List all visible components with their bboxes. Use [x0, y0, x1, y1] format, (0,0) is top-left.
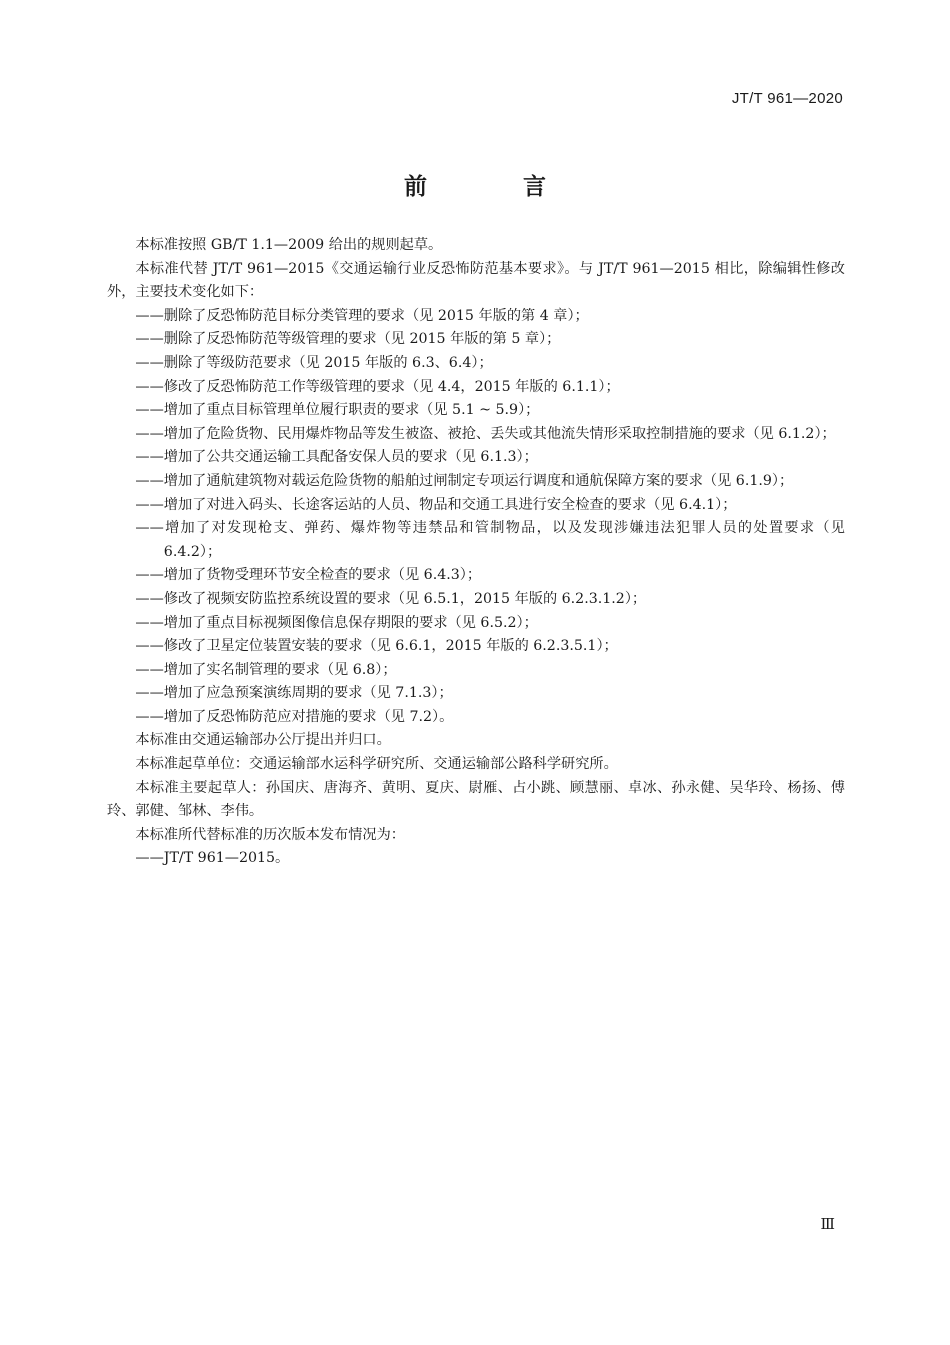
change-item: ——增加了重点目标管理单位履行职责的要求（见 5.1 ~ 5.9）；	[135, 402, 540, 419]
change-item: ——修改了视频安防监控系统设置的要求（见 6.5.1，2015 年版的 6.2.3.1.2）；	[135, 590, 647, 607]
change-item: ——增加了反恐怖防范应对措施的要求（见 7.2）。	[135, 708, 454, 725]
change-item: ——增加了公共交通运输工具配备安保人员的要求（见 6.1.3）；	[135, 449, 538, 466]
change-item: ——增加了对进入码头、长途客运站的人员、物品和交通工具进行安全检查的要求（见 6.4.1）；	[135, 496, 737, 513]
change-item: ——删除了等级防范要求（见 2015 年版的 6.3、6.4）；	[135, 354, 493, 371]
history-item: ——JT/T 961—2015。	[135, 850, 290, 867]
change-item: ——增加了应急预案演练周期的要求（见 7.1.3）；	[135, 685, 453, 702]
change-item: ——增加了重点目标视频图像信息保存期限的要求（见 6.5.2）；	[135, 614, 538, 631]
standard-code: JT/T 961—2020	[731, 90, 843, 107]
change-item: ——增加了通航建筑物对载运危险货物的船舶过闸制定专项运行调度和通航保障方案的要求（见 6.1.9）；	[135, 472, 794, 489]
change-item: ——增加了对发现枪支、弹药、爆炸物等违禁品和管制物品，以及发现涉嫌违法犯罪人员的处置要求（见 6.4.2）；	[135, 520, 845, 560]
change-item: ——增加了货物受理环节安全检查的要求（见 6.4.3）；	[135, 567, 482, 584]
change-item: ——增加了实名制管理的要求（见 6.8）；	[135, 661, 397, 678]
paragraph: 本标准起草单位：交通运输部水运科学研究所、交通运输部公路科学研究所。	[135, 756, 618, 773]
change-item: ——修改了反恐怖防范工作等级管理的要求（见 4.4，2015 年版的 6.1.1）；	[135, 378, 620, 395]
page-title: 前 言	[403, 174, 590, 200]
paragraph: 本标准按照 GB/T 1.1—2009 给出的规则起草。	[135, 237, 443, 253]
paragraph: 本标准由交通运输部办公厅提出并归口。	[135, 732, 391, 749]
change-item: ——删除了反恐怖防范目标分类管理的要求（见 2015 年版的第 4 章）；	[135, 307, 589, 324]
paragraph: 本标准主要起草人：孙国庆、唐海齐、黄明、夏庆、尉雁、占小跳、顾慧丽、卓冰、孙永健、吴华玲、杨扬、傅玲、郭健、邹林、李伟。	[107, 779, 845, 820]
page-number: Ⅲ	[820, 1215, 835, 1233]
paragraph: 本标准代替 JT/T 961—2015《交通运输行业反恐怖防范基本要求》。与 JT/T 961—2015 相比，除编辑性修改外，主要技术变化如下：	[107, 260, 845, 301]
change-item: ——删除了反恐怖防范等级管理的要求（见 2015 年版的第 5 章）；	[135, 331, 561, 348]
change-item: ——修改了卫星定位装置安装的要求（见 6.6.1，2015 年版的 6.2.3.5.1）；	[135, 638, 618, 655]
foreword-body	[107, 234, 845, 871]
change-item: ——增加了危险货物、民用爆炸物品等发生被盗、被抢、丢失或其他流失情形采取控制措施的要求（见 6.1.2）；	[135, 425, 836, 442]
paragraph: 本标准所代替标准的历次版本发布情况为：	[135, 826, 405, 843]
